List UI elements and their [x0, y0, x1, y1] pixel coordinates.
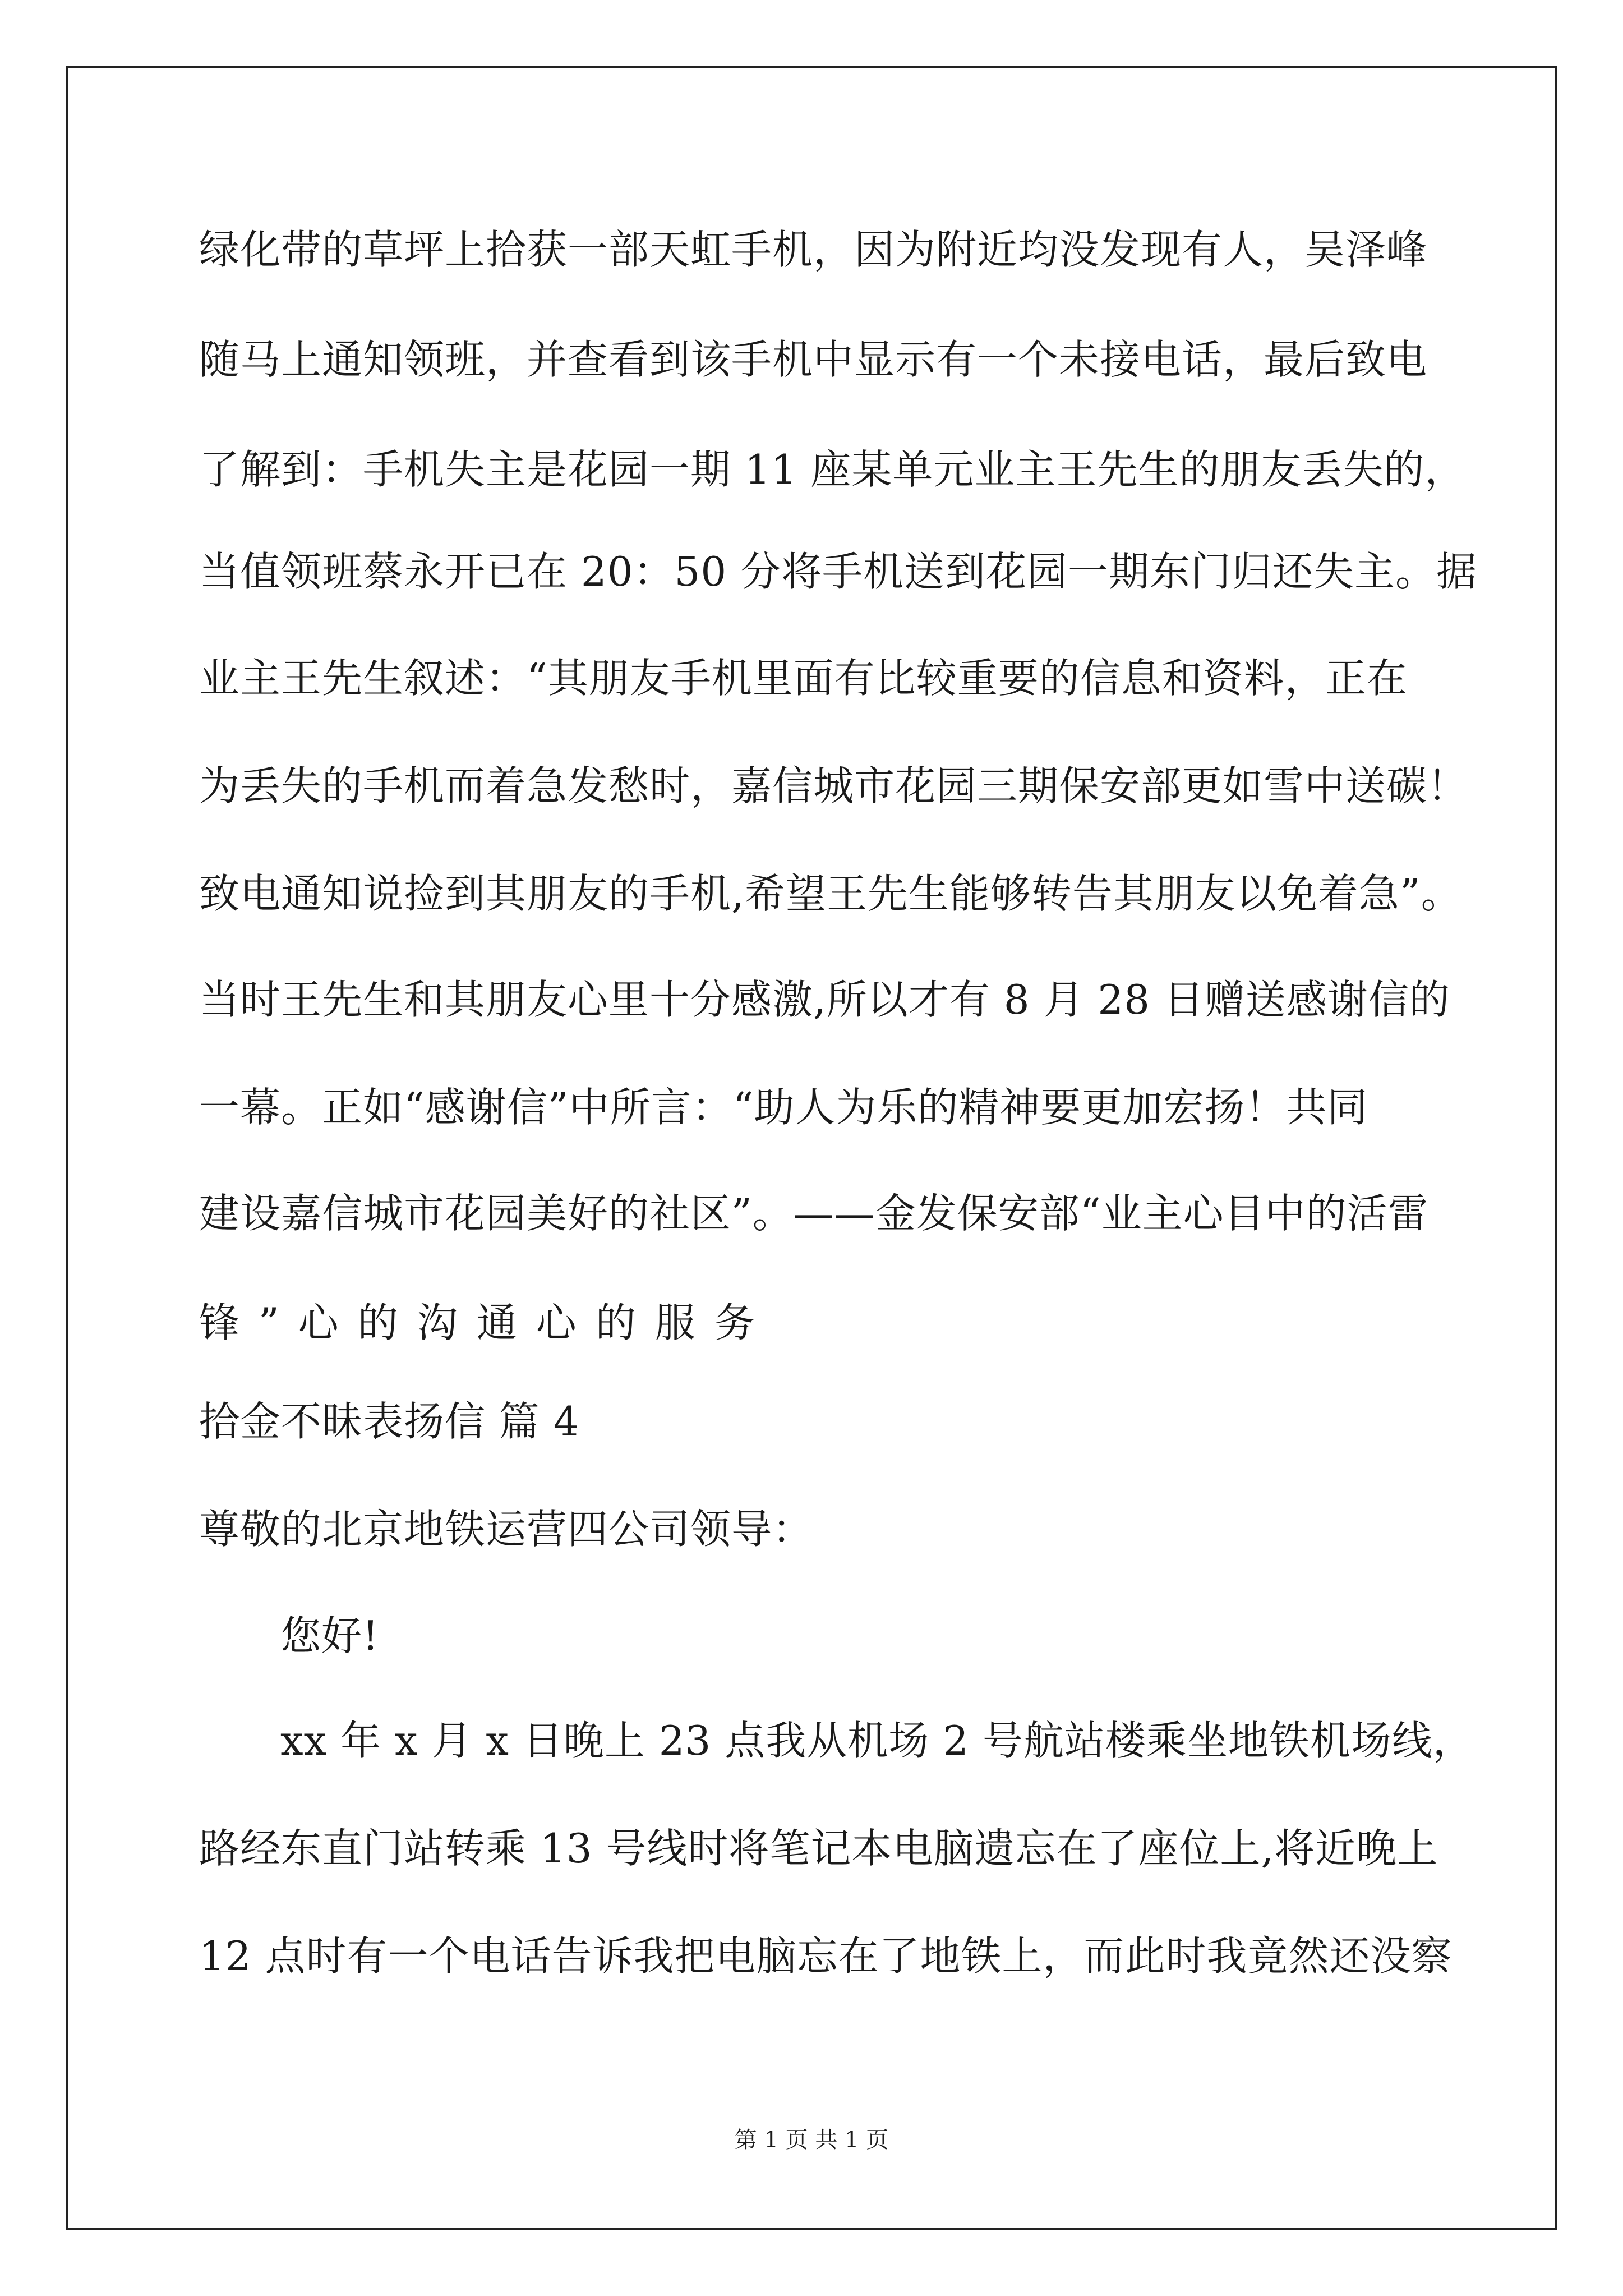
body-line: 当时王先生和其朋友心里十分感激,所以才有 8 月 28 日赠送感谢信的 — [199, 976, 1450, 1023]
body-line: 一幕。正如“感谢信”中所言：“助人为乐的精神要更加宏扬！共同 — [199, 1084, 1368, 1131]
body-line: 路经东直门站转乘 13 号线时将笔记本电脑遗忘在了座位上,将近晚上 — [199, 1825, 1438, 1872]
body-line: 业主王先生叙述：“其朋友手机里面有比较重要的信息和资料，正在 — [199, 655, 1408, 702]
greeting: 您好! — [280, 1612, 379, 1659]
page-number: 第 1 页 共 1 页 — [734, 2127, 889, 2153]
body-line: 锋”心的沟通心的服务 — [199, 1299, 774, 1346]
body-line: 了解到：手机失主是花园一期 11 座某单元业主王先生的朋友丢失的， — [199, 446, 1466, 493]
page-border — [66, 66, 1557, 2230]
body-line: 致电通知说捡到其朋友的手机,希望王先生能够转告其朋友以免着急”。 — [199, 870, 1462, 917]
salutation: 尊敬的北京地铁运营四公司领导： — [199, 1506, 814, 1553]
body-line: 绿化带的草坪上拾获一部天虹手机，因为附近均没发现有人，吴泽峰 — [199, 226, 1428, 273]
section-heading: 拾金不昧表扬信 篇 4 — [199, 1398, 580, 1445]
body-line: 当值领班蔡永开已在 20：50 分将手机送到花园一期东门归还失主。据 — [199, 548, 1478, 595]
body-line: 随马上通知领班，并查看到该手机中显示有一个未接电话，最后致电 — [199, 336, 1428, 383]
body-line: 12 点时有一个电话告诉我把电脑忘在了地铁上，而此时我竟然还没察 — [199, 1932, 1453, 1980]
body-line: 建设嘉信城市花园美好的社区”。——金发保安部“业主心目中的活雷 — [199, 1190, 1429, 1237]
body-line: 为丢失的手机而着急发愁时，嘉信城市花园三期保安部更如雪中送碳！ — [199, 762, 1469, 809]
body-line: xx 年 x 月 x 日晚上 23 点我从机场 2 号航站楼乘坐地铁机场线， — [280, 1717, 1474, 1764]
